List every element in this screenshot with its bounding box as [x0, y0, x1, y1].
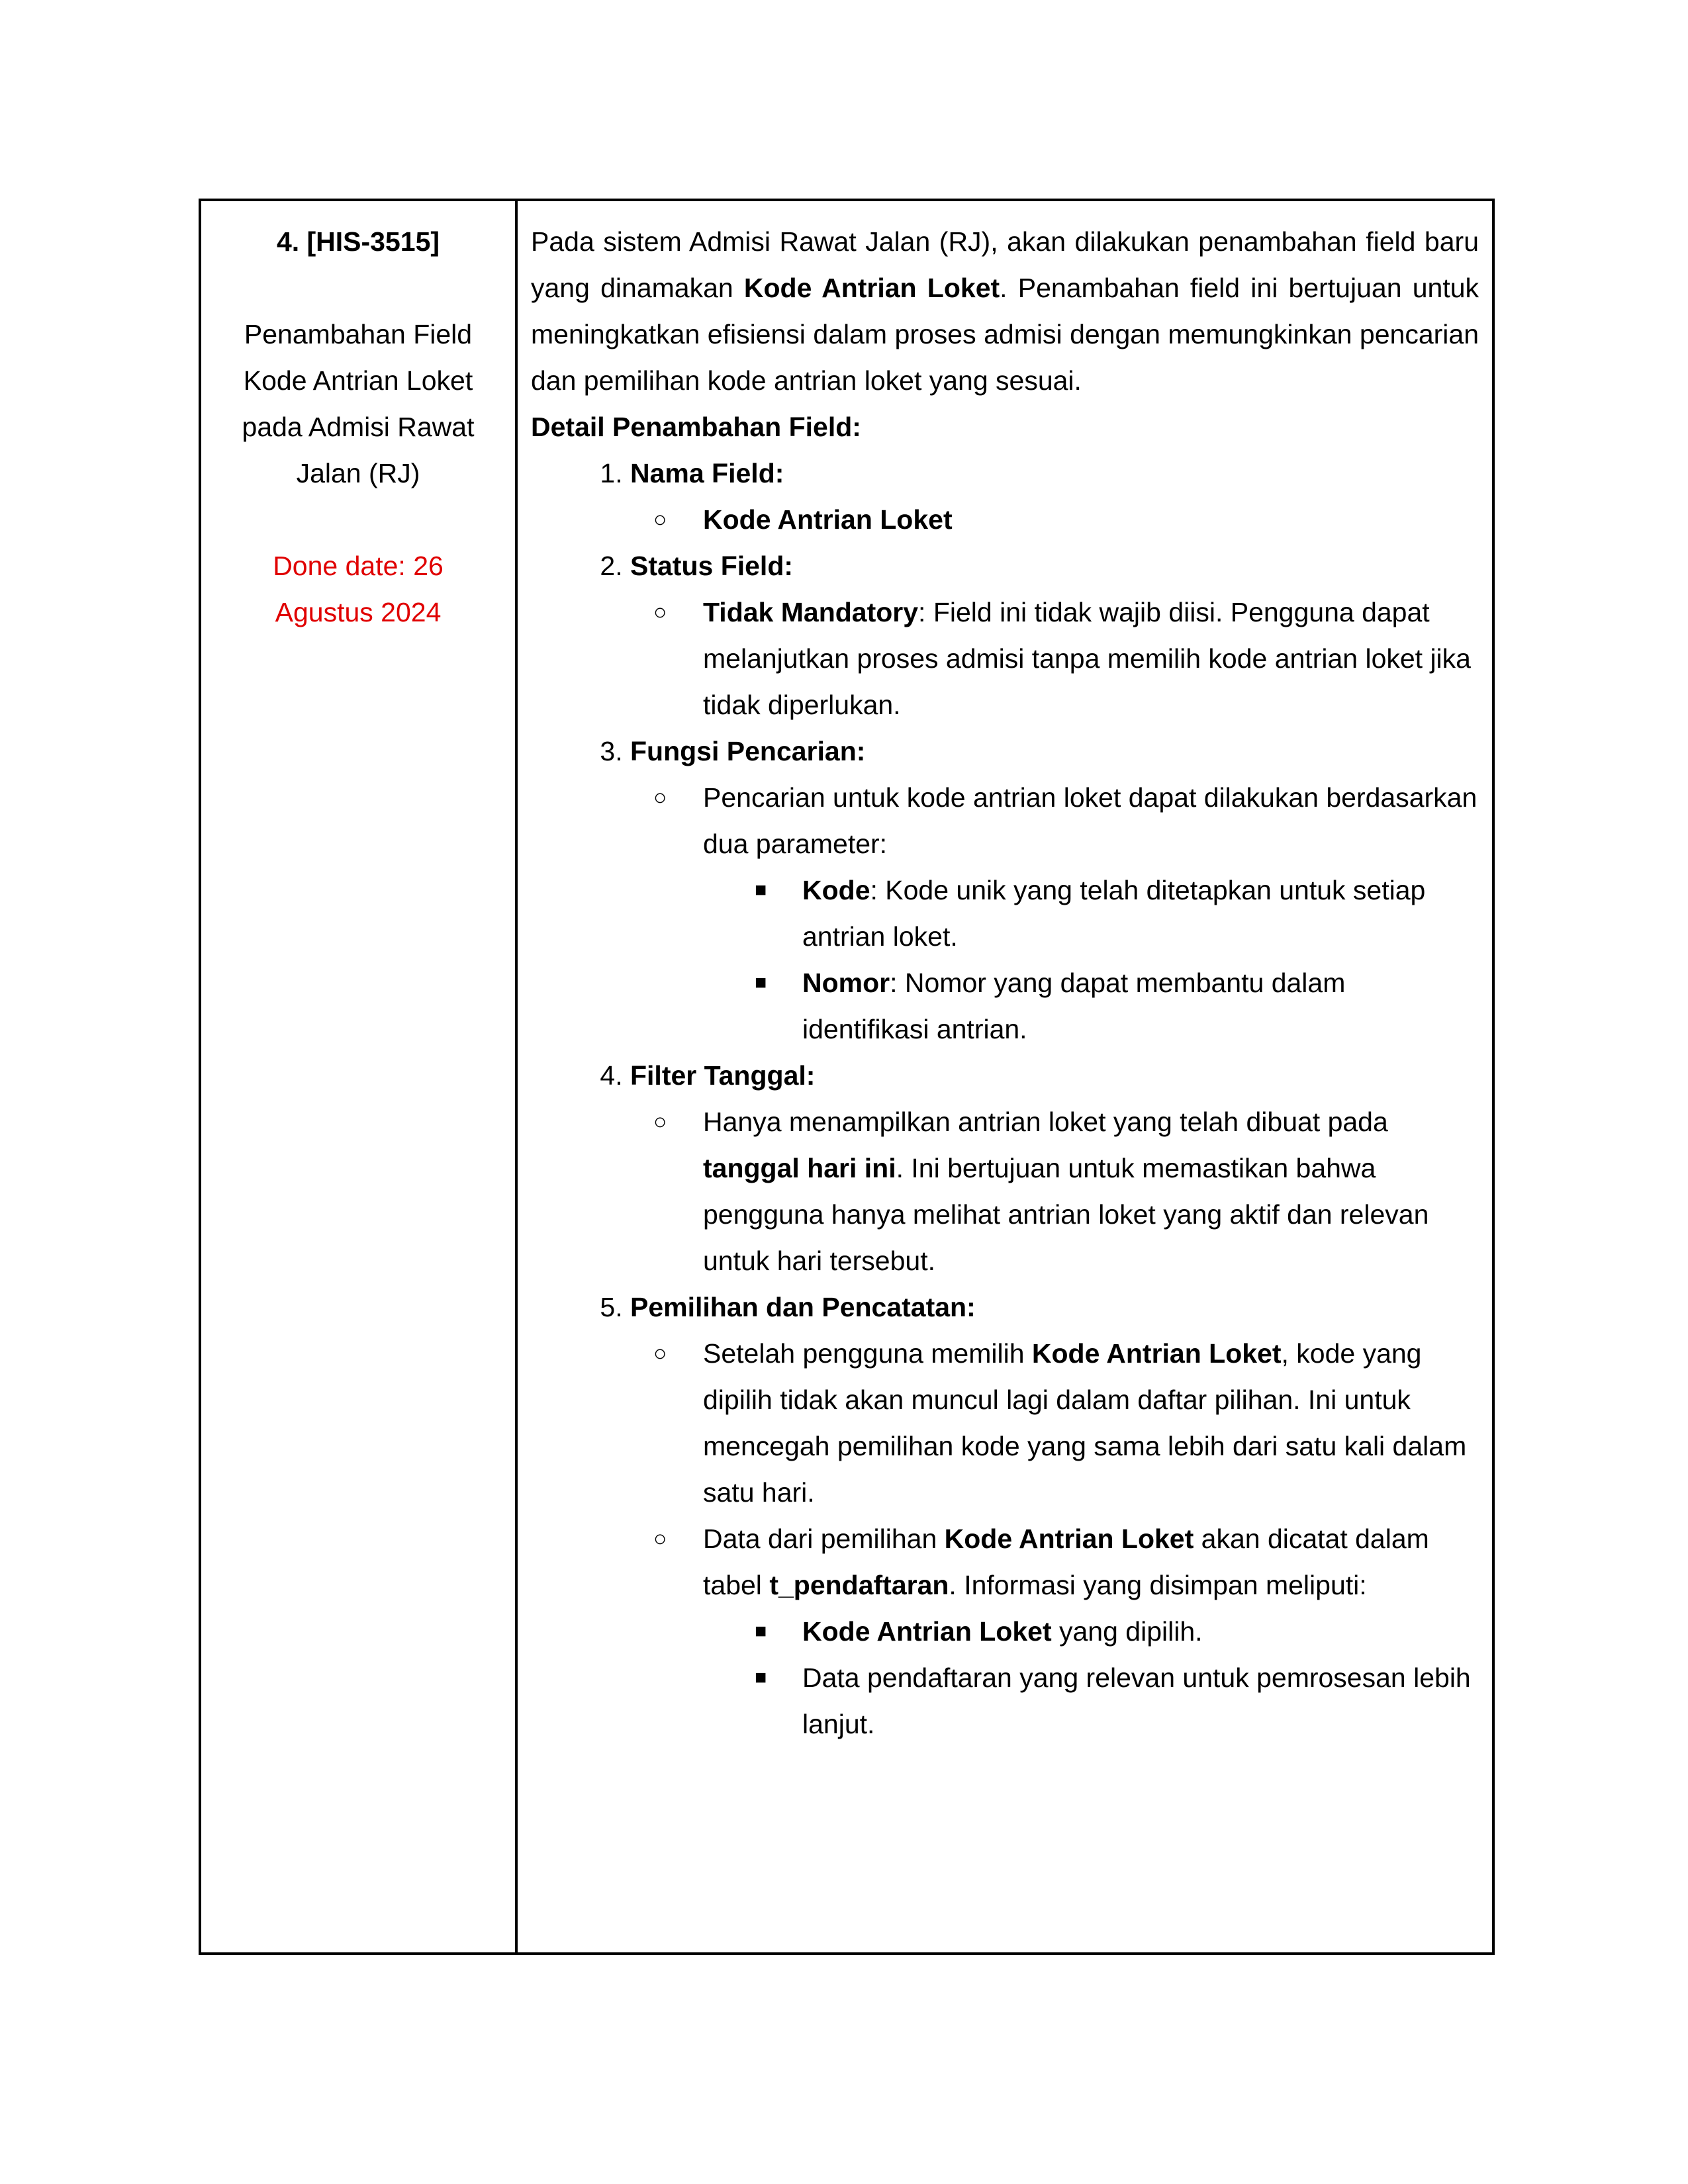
- status-description: : Field ini tidak wajib diisi. Pengguna dapat melanjutkan proses admisi tanpa memilih kode antrian loket jika tidak diperlukan.: [703, 597, 1471, 720]
- parameter-description: : Kode unik yang telah ditetapkan untuk setiap antrian loket.: [802, 875, 1426, 952]
- stored-data-description: Data pendaftaran yang relevan untuk pemrosesan lebih lanjut.: [802, 1662, 1471, 1739]
- list-item: [703, 589, 1479, 728]
- step-filter-tanggal: [630, 1052, 1479, 1284]
- document-table: [199, 199, 1495, 1955]
- record-emphasis: Kode Antrian Loket: [944, 1524, 1194, 1554]
- step-items: [630, 774, 1479, 1052]
- detail-heading: Detail Penambahan Field:: [531, 412, 861, 442]
- parameter-name: Kode: [802, 875, 870, 905]
- step-title: Fungsi Pencarian:: [630, 736, 866, 766]
- filter-emphasis: tanggal hari ini: [703, 1153, 896, 1183]
- list-item: [802, 1608, 1479, 1655]
- step-items: [630, 1099, 1479, 1284]
- description-column: [518, 201, 1492, 1952]
- intro-text-end: . Penambahan field ini bertujuan untuk meningkatkan efisiensi dalam proses admisi dengan memungkinkan pencarian dan pemilihan kode antrian loket yang sesuai.: [531, 273, 1479, 396]
- list-item: [703, 496, 1479, 543]
- step-fungsi-pencarian: [630, 728, 1479, 1052]
- step-items: [630, 1330, 1479, 1747]
- table-name: t_pendaftaran: [769, 1570, 949, 1600]
- ticket-title: Penambahan Field Kode Antrian Loket pada Admisi Rawat Jalan (RJ): [242, 319, 475, 488]
- record-text: Data dari pemilihan: [703, 1524, 945, 1554]
- parameter-name: Nomor: [802, 968, 890, 998]
- filter-text: Hanya menampilkan antrian loket yang telah dibuat pada: [703, 1107, 1388, 1137]
- record-text-end: . Informasi yang disimpan meliputi:: [949, 1570, 1367, 1600]
- search-description: Pencarian untuk kode antrian loket dapat dilakukan berdasarkan dua parameter:: [703, 782, 1477, 859]
- parameter-description: : Nomor yang dapat membantu dalam identifikasi antrian.: [802, 968, 1346, 1044]
- list-item: [703, 1330, 1479, 1516]
- step-items: [630, 496, 1479, 543]
- stored-info-list: [703, 1608, 1479, 1747]
- ticket-column: [201, 201, 518, 1952]
- ticket-number: 4. [HIS-3515]: [276, 226, 440, 257]
- step-title: Nama Field:: [630, 458, 784, 488]
- record-text: akan dicatat dalam tabel: [703, 1524, 1429, 1600]
- stored-field: Kode Antrian Loket: [802, 1616, 1052, 1647]
- list-item: [802, 867, 1479, 960]
- search-parameters: [703, 867, 1479, 1052]
- step-title: Pemilihan dan Pencatatan:: [630, 1292, 976, 1322]
- step-items: [630, 589, 1479, 728]
- stored-field-description: yang dipilih.: [1051, 1616, 1203, 1647]
- step-pemilihan-pencatatan: [630, 1284, 1479, 1747]
- done-date: Done date: 26 Agustus 2024: [273, 551, 444, 627]
- filter-text-end: . Ini bertujuan untuk memastikan bahwa pengguna hanya melihat antrian loket yang aktif dan relevan untuk hari tersebut.: [703, 1153, 1429, 1276]
- list-item: [703, 1099, 1479, 1284]
- intro-field-name: Kode Antrian Loket: [743, 273, 1000, 303]
- selection-text-end: , kode yang dipilih tidak akan muncul lagi dalam daftar pilihan. Ini untuk mencegah pemilihan kode yang sama lebih dari satu kali dalam satu hari.: [703, 1338, 1467, 1508]
- detail-steps-list: [531, 450, 1479, 1747]
- list-item: [802, 1655, 1479, 1747]
- step-title: Filter Tanggal:: [630, 1060, 816, 1091]
- list-item: [703, 1516, 1479, 1747]
- list-item: [703, 774, 1479, 1052]
- status-value: Tidak Mandatory: [703, 597, 919, 627]
- field-name: Kode Antrian Loket: [703, 504, 953, 535]
- intro-text: Pada sistem Admisi Rawat Jalan (RJ), akan dilakukan penambahan field baru yang dinamakan: [531, 226, 1479, 303]
- selection-text: Setelah pengguna memilih: [703, 1338, 1032, 1369]
- step-title: Status Field:: [630, 551, 794, 581]
- list-item: [802, 960, 1479, 1052]
- step-status-field: [630, 543, 1479, 728]
- step-nama-field: [630, 450, 1479, 543]
- selection-emphasis: Kode Antrian Loket: [1031, 1338, 1282, 1369]
- intro-paragraph: [531, 218, 1479, 404]
